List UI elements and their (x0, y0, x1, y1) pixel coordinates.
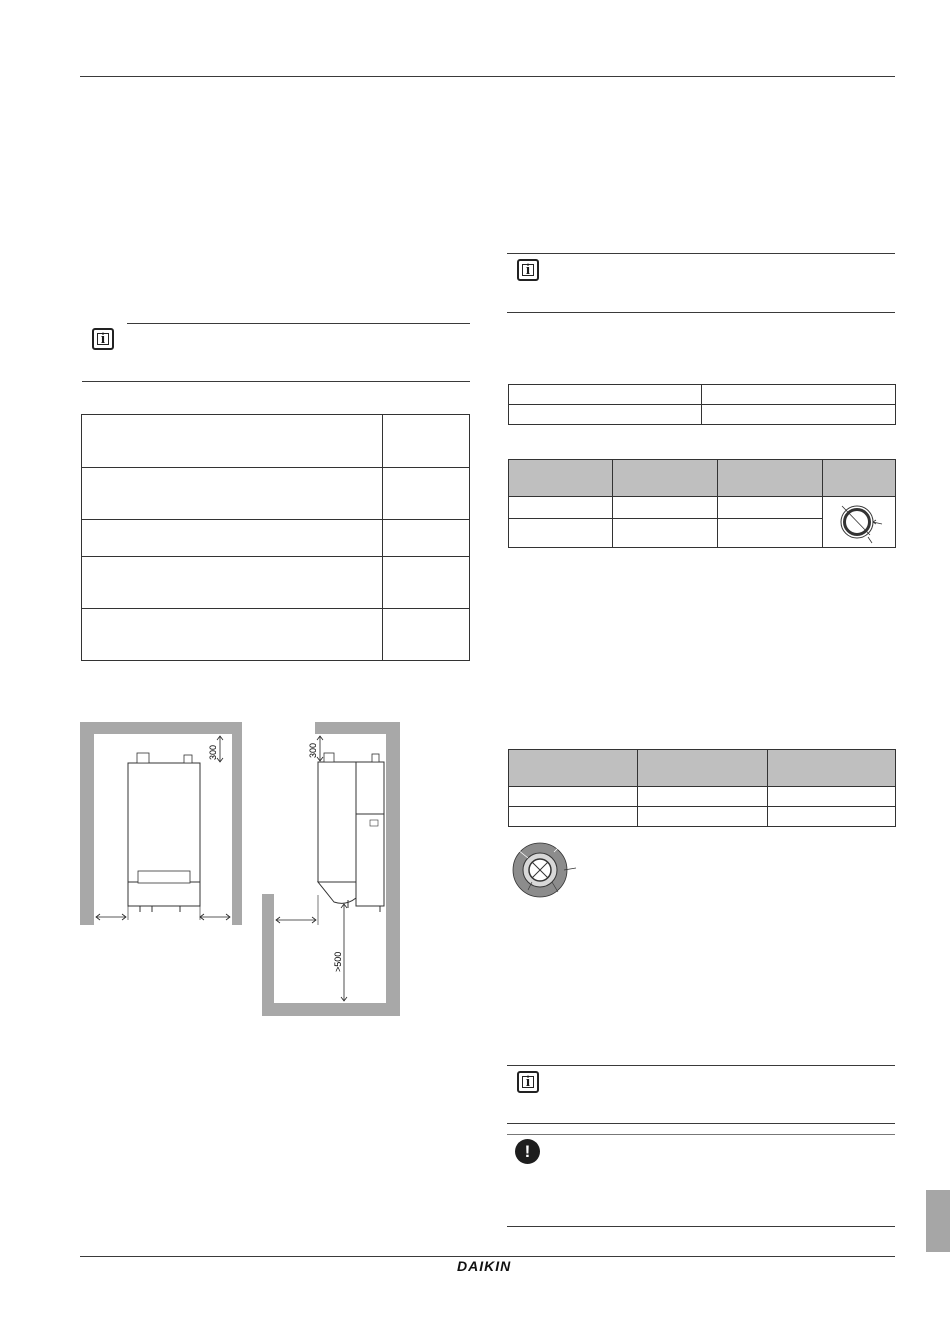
dim-bottom-right: >500 (333, 951, 343, 972)
table-row (82, 557, 470, 609)
table-row (509, 787, 896, 807)
info-note2-rule-bottom (507, 312, 895, 313)
insulation-table (508, 749, 896, 827)
warning-note-rule-top (507, 1134, 895, 1135)
spec-table (508, 384, 896, 425)
table-row (82, 415, 470, 468)
info-note3-rule-bottom (507, 1123, 895, 1124)
table-row (509, 497, 896, 519)
requirements-table (81, 414, 470, 661)
side-unit-body (318, 762, 356, 882)
dim-top-right: 300 (308, 742, 318, 758)
pipe-cross-section-icon (824, 497, 894, 547)
table-row (82, 468, 470, 520)
table-row (509, 405, 896, 425)
table-row (82, 609, 470, 661)
dim-top-left: 300 (208, 744, 218, 760)
footer-rule (80, 1256, 895, 1257)
table-row (82, 520, 470, 557)
info-icon: i (92, 328, 114, 350)
table-header-row (509, 750, 896, 787)
header-rule (80, 76, 895, 77)
info-note3-rule-top (507, 1065, 895, 1066)
info-note-rule-bottom (82, 381, 470, 382)
front-unit-body (128, 763, 200, 883)
table-row (509, 385, 896, 405)
info-icon: i (517, 1071, 539, 1093)
warning-icon: ! (515, 1139, 540, 1164)
pipe-table (508, 459, 896, 548)
daikin-logo: DAIKIN (457, 1258, 512, 1274)
info-note2-rule-top (507, 253, 895, 254)
table-row (509, 807, 896, 827)
installation-clearance-figure (80, 720, 402, 1020)
info-icon: i (517, 259, 539, 281)
warning-note-rule-bottom (507, 1226, 895, 1227)
info-note-rule-top (127, 323, 470, 324)
insulated-pipe-icon (508, 838, 588, 900)
table-header-row (509, 460, 896, 497)
chapter-side-tab (926, 1190, 950, 1252)
